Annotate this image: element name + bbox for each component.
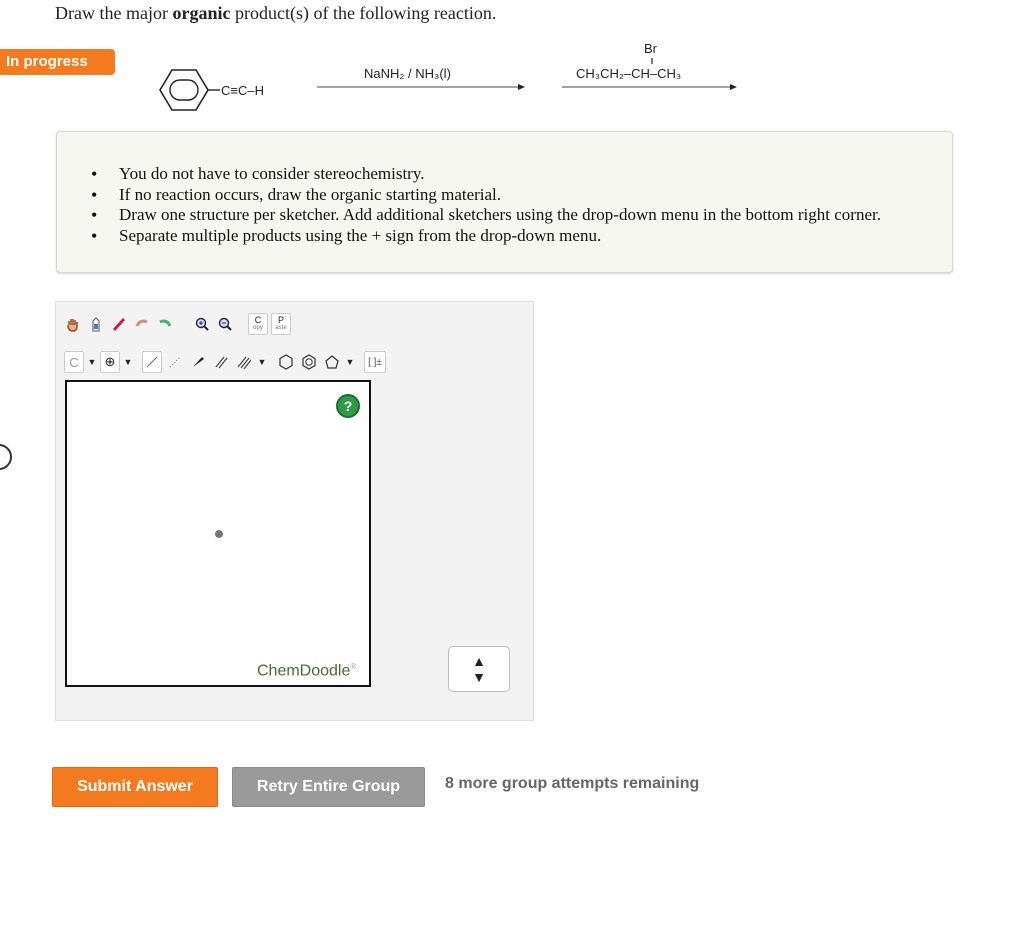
sketcher-toolbar-bottom	[64, 349, 389, 375]
dashed-bond-icon[interactable]	[165, 351, 185, 373]
reagent-2-label: CH₃CH₂–CH–CH₃	[576, 66, 682, 81]
retry-group-button[interactable]: Retry Entire Group	[232, 767, 425, 807]
reagent-1-label: NaNH₂ / NH₃(l)	[364, 66, 451, 81]
hand-icon[interactable]	[63, 313, 83, 335]
side-handle-icon[interactable]	[0, 444, 12, 470]
triple-bond-icon[interactable]	[234, 351, 254, 373]
reaction-scheme	[150, 36, 750, 116]
single-bond-icon[interactable]	[142, 351, 162, 373]
undo-icon[interactable]	[132, 313, 152, 335]
arrow-down-icon[interactable]: ▼	[472, 669, 486, 685]
chevron-down-icon[interactable]: ▼	[123, 357, 133, 367]
canvas-dot	[215, 530, 223, 538]
instruction-item: • Separate multiple products using the + sign from the drop-down menu.	[91, 226, 881, 247]
bracket-button[interactable]: [ ]±	[364, 351, 386, 373]
pencil-icon[interactable]	[109, 313, 129, 335]
sketcher-toolbar-top	[63, 311, 294, 337]
instructions-list	[91, 164, 881, 246]
sketcher-count-stepper[interactable]	[448, 646, 510, 692]
instruction-item: • Draw one structure per sketcher. Add additional sketchers using the drop-down menu in the bottom right corner.	[91, 205, 881, 226]
benzene-icon[interactable]	[299, 351, 319, 373]
cyclopentane-icon[interactable]	[322, 351, 342, 373]
attempts-remaining: 8 more group attempts remaining	[445, 775, 700, 792]
bromine-label: Br	[644, 41, 657, 56]
instruction-item: • If no reaction occurs, draw the organic starting material.	[91, 185, 881, 206]
double-bond-icon[interactable]	[211, 351, 231, 373]
instructions-box	[56, 131, 953, 273]
zoom-in-icon[interactable]	[192, 313, 212, 335]
reactant-label: C≡C–H	[221, 83, 264, 98]
benzene-ring-icon	[160, 70, 208, 110]
charge-button[interactable]: ⊕	[100, 351, 120, 373]
drawing-canvas[interactable]	[65, 380, 371, 687]
help-button[interactable]: ?	[336, 394, 360, 418]
status-badge: In progress	[0, 49, 115, 75]
chevron-down-icon[interactable]: ▼	[257, 357, 267, 367]
eraser-icon[interactable]	[86, 313, 106, 335]
instruction-item: • You do not have to consider stereochemistry.	[91, 164, 881, 185]
arrow-up-icon[interactable]: ▲	[472, 653, 486, 669]
copy-icon[interactable]: C opy	[248, 313, 268, 335]
wedge-bond-icon[interactable]	[188, 351, 208, 373]
chevron-down-icon[interactable]: ▼	[87, 357, 97, 367]
zoom-out-icon[interactable]	[215, 313, 235, 335]
cyclohexane-icon[interactable]	[276, 351, 296, 373]
chevron-down-icon[interactable]: ▼	[345, 357, 355, 367]
redo-icon[interactable]	[155, 313, 175, 335]
atom-selector[interactable]: C	[64, 351, 84, 373]
chemdoodle-logo: ChemDoodle®	[257, 662, 357, 680]
paste-icon[interactable]: P aste	[271, 313, 291, 335]
question-title: Draw the major organic product(s) of the following reaction.	[55, 3, 497, 23]
submit-answer-button[interactable]: Submit Answer	[52, 767, 218, 807]
